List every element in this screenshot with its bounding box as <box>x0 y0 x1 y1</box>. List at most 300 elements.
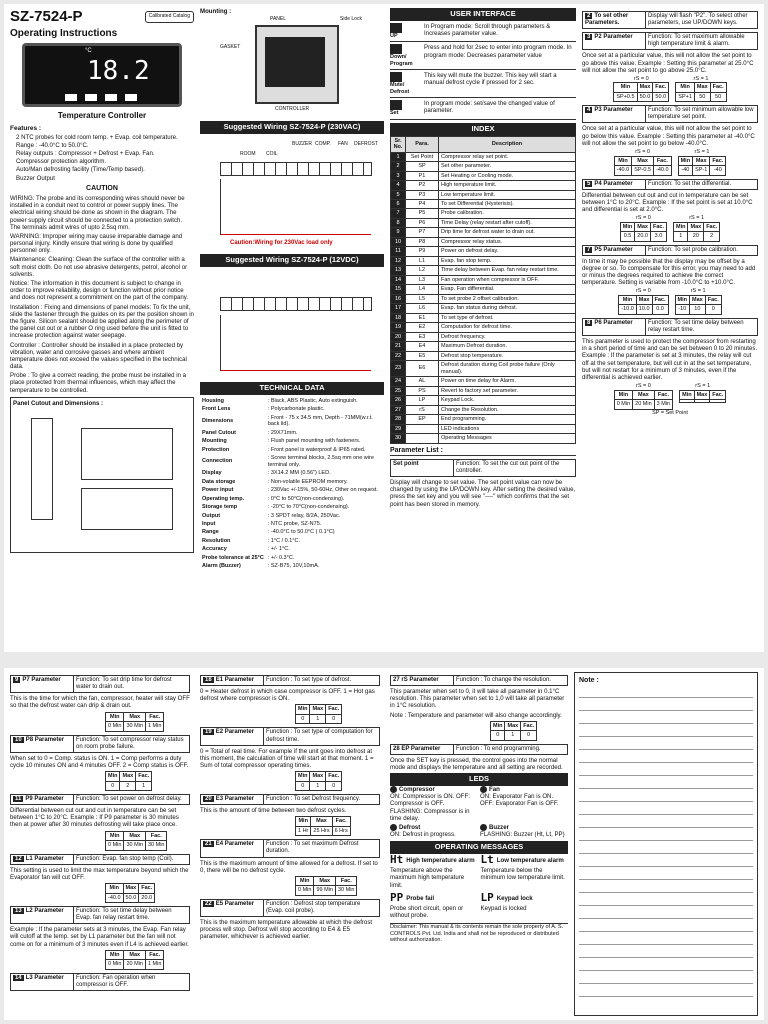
range-value-cell: 0.5 <box>620 232 634 241</box>
maintenance-text: Maintenance: Cleaning: Clean the surface of the controller with a soft moist cloth. Do not use abrasive detergents, petrol, alcohol or solvents. <box>10 256 188 278</box>
note-line <box>579 906 753 919</box>
index-row <box>391 275 576 284</box>
range-table <box>614 156 672 176</box>
param-table-values <box>296 781 342 790</box>
leds-column <box>390 672 568 1016</box>
param-table-head <box>106 712 164 721</box>
tech-value: : +/- 1°C. <box>267 546 290 553</box>
tech-key: Protection <box>202 446 230 453</box>
range-block <box>614 383 673 409</box>
terminal-strip <box>220 162 372 176</box>
param-head <box>201 728 379 744</box>
param-table-value: 1 Min <box>145 722 163 731</box>
notes-column <box>574 672 758 1016</box>
param-box <box>582 179 758 190</box>
tech-value: : 230Vac +/-15%, 50-60Hz, Other on request. <box>267 487 378 494</box>
param-table-head-cell: Min <box>296 772 310 781</box>
index-desc: Set other parameter. <box>439 162 576 171</box>
param-table-head <box>106 831 167 840</box>
rs-param-box <box>390 675 568 686</box>
index-para: E4 <box>406 342 439 351</box>
tech-row <box>200 486 384 494</box>
param-title: E2 Parameter <box>215 729 255 736</box>
param-table-head <box>296 772 342 781</box>
param-function: Function: To set power on defrost delay. <box>73 795 189 804</box>
led-name: Defrost <box>399 824 421 832</box>
ui-desc: This key will mute the buzzer. This key will start a manual defrost cycle if pressed for 2 sec. <box>424 72 557 87</box>
note-line <box>579 763 753 776</box>
range-label: rS = 0 <box>635 149 651 156</box>
range-value-cell: SP-1 <box>693 166 710 175</box>
param-table-value: 0 Min <box>296 886 314 895</box>
range-head-cell: Min <box>676 83 695 92</box>
index-para: L4 <box>406 285 439 294</box>
param-table-values <box>106 781 152 790</box>
index-desc: Defrost stop temperature. <box>439 351 576 360</box>
range-head-row <box>675 295 721 304</box>
notice-text: Notice: The information in this document is subject to change in order to improve reliability, design or function without prior notice and does not represent a commitment on the part of the company. <box>10 280 189 302</box>
installation-text: Installation : Fixing and dimensions of panel models: To fix the unit, slide the fastener through the guides on its per the position shown in the figure. Silicon sealant should be applied along the perimeter of the panel cut out or a rubber O ring used before the unit is fitted to increase protection against water seepage. <box>10 303 194 340</box>
index-no: 15 <box>391 285 406 294</box>
index-row <box>391 228 576 237</box>
ep-param-text: Once the SET key is pressed, the control goes into the normal mode and displays the temperature and all setting are recorded. <box>390 756 563 772</box>
index-row <box>391 405 576 414</box>
index-no: 22 <box>391 351 406 360</box>
feature-item: 2 NTC probes for cold room temp. + Evap. coil temperature. <box>16 133 178 141</box>
param-table <box>295 704 342 724</box>
index-row <box>391 294 576 303</box>
index-desc: Keypad Lock. <box>439 396 576 405</box>
param-head <box>11 795 189 804</box>
manual-subtitle: Operating Instructions <box>10 27 118 39</box>
range-table <box>620 222 667 242</box>
mounting-label-sidelock: Side Lock <box>340 16 362 23</box>
param-title: P5 Parameter <box>594 246 633 253</box>
param-text: This is the maximum temperature allowable at which the defrost process will stop. Defrost will stop according to E4 & E5 parameter, whichever is achieved earlier. <box>200 919 373 941</box>
index-para: P9 <box>406 247 439 256</box>
lower-params-column <box>10 672 190 1016</box>
index-desc: Evap. Fan differential. <box>439 285 576 294</box>
param-title: E1 Parameter <box>215 677 255 683</box>
tech-value: : -40.0°C to 50.0°C ( 0.1°C) <box>267 529 335 536</box>
param-table-head-cell: Max <box>310 772 326 781</box>
range-label: rS = 0 <box>635 288 651 295</box>
param-title: L1 Parameter <box>25 855 64 862</box>
index-row <box>391 190 576 199</box>
index-desc: To set type of defrost. <box>439 313 576 322</box>
param-box <box>582 32 758 50</box>
param-table-head-cell: Max <box>311 817 332 826</box>
wiring-12v-title: Suggested Wiring SZ-7524-P (12VDC) <box>200 254 384 267</box>
tech-value: : 0°C to 50°C(non-condensing). <box>267 495 345 502</box>
range-block <box>675 288 722 314</box>
range-head-cell: Max <box>693 156 710 165</box>
tech-value: : Black, ABS Plastic, Auto extinguish. <box>267 397 358 404</box>
param-table-value: -40.0 <box>106 893 124 902</box>
param-number: 3 <box>587 34 591 41</box>
index-desc: Change the Resolution. <box>439 405 576 414</box>
param-table <box>295 876 357 896</box>
index-no: 27 <box>391 405 406 414</box>
param-table-head-cell: Min <box>296 705 310 714</box>
led-icon <box>480 786 487 793</box>
index-no: 17 <box>391 304 406 313</box>
index-para: E5 <box>406 351 439 360</box>
index-para: rS <box>406 405 439 414</box>
range-head-row <box>680 390 726 399</box>
message-code: Ht <box>390 853 404 867</box>
param-title: E5 Parameter <box>215 900 255 907</box>
param-function: Function: To set time delay between Evap. fan relay restart time. <box>73 907 189 923</box>
wiring-lines <box>220 179 371 235</box>
index-row <box>391 237 576 246</box>
leds-title: LEDS <box>390 773 568 786</box>
param-name <box>583 319 645 335</box>
wiring-lines-12v <box>220 315 371 371</box>
param-function: Function : To set type of computation for defrost time. <box>263 728 379 744</box>
note-line <box>579 854 753 867</box>
index-para: P3 <box>406 190 439 199</box>
param-table-value: 0 Min <box>106 722 124 731</box>
set-key-icon <box>125 94 137 101</box>
index-desc: Probe calibration. <box>439 209 576 218</box>
warning-text: WARNING: Improper wiring may cause irreparable damage and personal injury. Kindly ensure that wiring is done by qualified personnel only. <box>10 232 183 255</box>
index-no: 7 <box>391 209 406 218</box>
range-value-row <box>614 92 669 101</box>
index-desc: High temperature limit. <box>439 181 576 190</box>
index-row <box>391 218 576 227</box>
param-table-value: 0 <box>296 781 310 790</box>
index-desc: LED indications <box>439 424 576 433</box>
features-heading: Features : <box>10 124 42 132</box>
param-table-head <box>106 950 164 959</box>
range-head-row <box>614 156 671 165</box>
param-name <box>11 974 73 990</box>
tech-row <box>200 429 384 437</box>
tech-value: : Flush panel mounting with fasteners. <box>267 438 361 445</box>
index-no: 9 <box>391 228 406 237</box>
range-value-row <box>619 305 668 314</box>
range-value-cell: 10.0 <box>636 305 652 314</box>
note-line <box>579 776 753 789</box>
index-para <box>406 434 439 443</box>
param-title: L3 Parameter <box>25 974 64 981</box>
param-table-value: 20.0 <box>139 893 155 902</box>
param-function: Function: Fan operation when compressor is OFF. <box>73 974 189 990</box>
range-value-cell: -10.0 <box>619 305 637 314</box>
param-table-head <box>296 876 357 885</box>
note-line <box>579 789 753 802</box>
message-item <box>390 892 478 919</box>
index-head-cell: Description <box>439 136 576 152</box>
index-no: 28 <box>391 415 406 424</box>
range-head-cell: Fac. <box>652 295 668 304</box>
param-number: 21 <box>205 841 212 848</box>
controller-text: Controller : Controller should be installed in a place protected by vibration, water and corrosive gasses and where ambient temperature does not exceed the values specified in the technical data. <box>10 341 187 371</box>
ui-key <box>390 44 424 67</box>
range-head-cell: Max <box>632 156 654 165</box>
range-value-row <box>614 400 672 409</box>
range-value-cell: 0.0 <box>652 305 668 314</box>
index-desc: Time Delay (relay restart after cutoff). <box>439 218 576 227</box>
message-header <box>390 854 478 867</box>
param-range-tables <box>582 383 758 409</box>
range-label: rS = 1 <box>695 383 711 390</box>
index-desc: Revert to factory set parameter. <box>439 386 576 395</box>
param-table-head-cell: Min <box>296 817 311 826</box>
feature-item: Buzzer Output <box>16 174 55 182</box>
index-row <box>391 415 576 424</box>
param-table-head-cell: Min <box>296 876 314 885</box>
index-head-cell: Para. <box>406 136 439 152</box>
tech-row <box>200 405 384 413</box>
user-interface-title: USER INTERFACE <box>390 8 576 21</box>
param-function: Function : To set type of defrost. <box>263 676 379 685</box>
caution-text: WIRING: The probe and its corresponding wires should never be installed in a conduit next to control or power supply lines. The electrical wiring should be done as shown in the diagram. The power supply circuit should be connected to a protection switch. The terminals admit wires of upto 2.5sq mm. <box>10 194 185 231</box>
index-no: 18 <box>391 313 406 322</box>
param-table-head-cell: Fac. <box>326 772 342 781</box>
index-no: 1 <box>391 152 406 161</box>
param-title: L2 Parameter <box>25 908 64 915</box>
index-desc: Set Heating or Cooling mode. <box>439 171 576 180</box>
range-head-cell: Max <box>694 83 710 92</box>
range-label: rS = 1 <box>689 215 705 222</box>
param-table-head-cell: Max <box>124 950 146 959</box>
tech-value: : 3X14.2 MM (0.56") LED. <box>267 470 331 477</box>
bottom-sheet <box>4 668 764 1020</box>
led-header <box>390 786 478 793</box>
param-number: 13 <box>15 908 22 915</box>
param-function: Function: To set drip time for defrost water to drain out. <box>73 676 189 692</box>
feature-item: Auto/Man defrosting facility (Time/Temp based). <box>16 166 145 174</box>
index-row <box>391 424 576 433</box>
param-number: 8 <box>587 319 591 326</box>
led-item <box>390 824 478 838</box>
index-row <box>391 434 576 443</box>
tech-value: : 1°C / 0.1°C. <box>267 537 301 544</box>
wiring-230v-title: Suggested Wiring SZ-7524-P (230VAC) <box>200 121 384 134</box>
param-box <box>200 794 380 805</box>
panel-cutout-title: Panel Cutout and Dimensions : <box>13 399 104 407</box>
wiring-caution: Caution:Wiring for 230Vac load only <box>230 240 333 247</box>
param-table <box>105 712 164 732</box>
note-line <box>579 802 753 815</box>
wiring-label-buzzer: BUZZER <box>292 141 312 148</box>
param-function: Function: To set the differential. <box>645 180 757 189</box>
tech-key: Probe tolerance at 25°C <box>202 554 264 561</box>
range-block <box>679 383 726 409</box>
message-name: Low temperature alarm <box>496 857 564 865</box>
feature-item: Range : -40.0°C to 50.0°C. <box>16 141 89 149</box>
index-para: Set Point <box>406 152 439 161</box>
range-value-cell: 3.0 <box>650 232 666 241</box>
range-head-cell: Fac. <box>654 156 672 165</box>
ui-key-label: UP <box>390 32 398 39</box>
key-icon <box>390 23 402 33</box>
index-para: LP <box>406 396 439 405</box>
message-desc: Temperature below the minimum low temperature limit. <box>480 867 565 882</box>
param-name <box>11 676 73 692</box>
index-no: 3 <box>391 171 406 180</box>
param-box <box>582 245 758 256</box>
wiring-label-coil: COIL <box>266 151 278 158</box>
param-table-values <box>106 893 155 902</box>
param-table-values <box>106 841 167 850</box>
feature-item: Compressor protection algorithm. <box>16 158 107 166</box>
index-no: 11 <box>391 247 406 256</box>
index-desc: To set Differential (Hysterisis). <box>439 199 576 208</box>
range-block <box>675 76 726 102</box>
param-table-value: 1 Hr <box>296 826 311 835</box>
ep-param-box <box>390 744 568 755</box>
param-text: Example : If the parameter sets at 3 minutes, the Evap. Fan relay will cutoff at the temp. set by L1 parameter but the fan will not come on for a minimum of 3 minutes even if L4 is achieved earlier. <box>10 926 189 948</box>
led-item <box>480 824 568 838</box>
param-name <box>583 106 645 122</box>
tech-value: : NTC probe, SZ-N75. <box>267 520 322 527</box>
param-name <box>201 728 263 744</box>
index-desc: Low temperature limit. <box>439 190 576 199</box>
range-table <box>675 295 722 315</box>
index-para: E3 <box>406 332 439 341</box>
notes-label: Note : <box>579 677 599 684</box>
param-box <box>200 675 380 686</box>
message-header <box>481 854 569 867</box>
panel-cutout-drawing <box>31 418 53 520</box>
param-table-head <box>296 817 351 826</box>
tech-key: Power input <box>202 487 234 494</box>
index-row <box>391 332 576 341</box>
set-point-label: Set point <box>393 460 419 467</box>
range-value-row <box>614 166 671 175</box>
note-line <box>579 698 753 711</box>
param-table <box>295 816 351 836</box>
param-function: Function: To set compressor relay status on room probe failure. <box>73 736 189 752</box>
range-value-cell: 20 <box>688 232 704 241</box>
param-box <box>582 105 758 123</box>
range-table <box>614 390 673 410</box>
range-label: rS = 0 <box>633 75 649 82</box>
tech-row <box>200 562 384 570</box>
led-icon <box>480 824 487 831</box>
param-head <box>11 676 189 692</box>
mounting-label-panel: PANEL <box>270 16 287 23</box>
message-code: Lt <box>480 853 494 867</box>
ui-key <box>390 72 424 95</box>
rs-param-note: Note : Temperature and parameter will also change accordingly. <box>390 711 562 719</box>
features-list <box>10 134 194 182</box>
param-head <box>583 319 757 335</box>
range-block <box>613 76 669 102</box>
led-header <box>480 786 568 793</box>
param-head <box>11 974 189 990</box>
wiring-label-fan: FAN <box>338 141 348 148</box>
param-range-tables <box>582 288 758 314</box>
range-value-cell: 50 <box>694 92 710 101</box>
param-table-head-cell: Min <box>106 712 124 721</box>
note-line <box>579 971 753 984</box>
range-value-cell: -40 <box>678 166 692 175</box>
tech-key: Resolution <box>202 537 231 544</box>
caution-heading: CAUTION <box>86 184 118 192</box>
message-desc: Keypad is locked <box>480 904 527 912</box>
tech-row <box>200 437 384 445</box>
range-block <box>614 149 672 175</box>
param-table-head-cell: Max <box>120 772 136 781</box>
tech-key: Front Lens <box>202 406 231 413</box>
index-desc: Defrost frequency. <box>439 332 576 341</box>
tech-row <box>200 469 384 477</box>
index-para: E2 <box>406 323 439 332</box>
range-value-cell: 2 <box>704 232 720 241</box>
message-name: Keypad lock <box>496 894 533 902</box>
ep-param-function: Function : To end programming. <box>453 745 567 754</box>
param-name <box>11 855 73 864</box>
index-no: 21 <box>391 342 406 351</box>
tech-data-title: TECHNICAL DATA <box>200 382 384 395</box>
note-line <box>579 711 753 724</box>
led-desc: ON: Compressor is ON. OFF: Compressor is OFF. FLASHING: Compressor is in time delay. <box>390 793 470 822</box>
note-line <box>579 724 753 737</box>
param-name <box>583 246 645 255</box>
panel-cutout-box <box>10 397 194 553</box>
index-row <box>391 162 576 171</box>
param-head <box>583 180 757 189</box>
mounting-diagram <box>200 15 384 121</box>
index-row <box>391 247 576 256</box>
range-value-cell <box>710 400 726 403</box>
index-row <box>391 209 576 218</box>
note-line <box>579 880 753 893</box>
range-head-cell: Min <box>680 390 694 399</box>
index-desc: Defrost duration during Coil probe failure (Only manual). <box>439 361 576 377</box>
wiring-column <box>200 8 384 648</box>
index-para: L1 <box>406 256 439 265</box>
index-header <box>391 136 576 152</box>
tech-row <box>200 414 384 429</box>
note-line <box>579 984 753 997</box>
wiring-label-comp: COMP. <box>315 141 331 148</box>
tech-row <box>200 446 384 454</box>
range-head-cell: Fac. <box>650 222 666 231</box>
param-table-head-cell: Min <box>106 772 120 781</box>
range-value-cell: -40.0 <box>614 166 632 175</box>
param-text: 0 = Total of real time. For example if the unit goes into defrost at this moment, the calculation of time will start at that moment. 1 = Sum of total compressor operating times. <box>200 747 374 769</box>
range-value-row <box>678 166 726 175</box>
index-desc: Drip time for defrost water to drain out. <box>439 228 576 237</box>
index-no: 25 <box>391 386 406 395</box>
param-name <box>201 676 263 685</box>
range-table <box>675 82 726 102</box>
tech-value: : Non-volatile EEPROM memory. <box>267 478 348 485</box>
param-box <box>10 675 190 693</box>
ui-key-label: Set <box>390 110 399 117</box>
index-row <box>391 181 576 190</box>
range-value-cell <box>694 400 710 403</box>
led-name: Fan <box>489 786 500 794</box>
param-name <box>11 907 73 923</box>
intro-column <box>10 8 194 648</box>
ui-row <box>390 98 576 119</box>
range-value-row <box>620 232 666 241</box>
param-name <box>583 33 645 49</box>
range-head-cell: Min <box>674 222 688 231</box>
ui-key-label: Down/ Program <box>390 54 413 67</box>
param-table <box>105 883 155 903</box>
tech-key: Panel Cutout <box>202 429 236 436</box>
index-para: L6 <box>406 304 439 313</box>
range-head-cell: Min <box>678 156 692 165</box>
index-no: 20 <box>391 332 406 341</box>
